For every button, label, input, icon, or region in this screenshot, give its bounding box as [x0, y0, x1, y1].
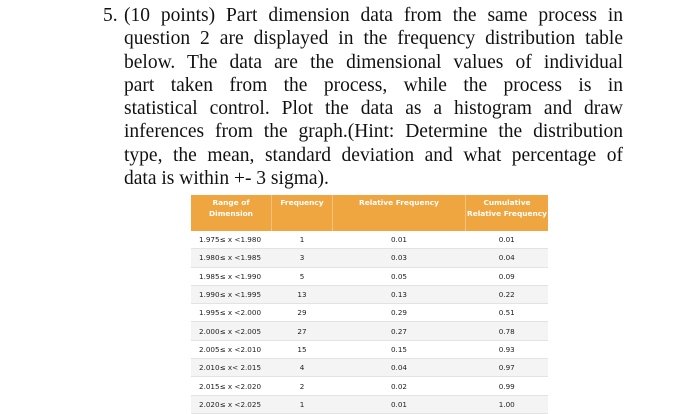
cumulative-frequency-cell: 1.00 — [466, 395, 549, 413]
range-cell: 1.980≤ x <1.985 — [191, 249, 272, 267]
frequency-cell: 4 — [272, 359, 333, 377]
frequency-cell: 1 — [272, 231, 333, 249]
relative-frequency-cell: 0.01 — [333, 231, 466, 249]
header-relative-frequency: Relative Frequency — [333, 195, 466, 231]
cumulative-frequency-cell: 0.93 — [466, 340, 549, 358]
problem-line: below. The data are the dimensional values of individual — [124, 51, 623, 73]
relative-frequency-cell: 0.01 — [333, 395, 466, 413]
range-cell: 2.015≤ x <2.020 — [191, 377, 272, 395]
cumulative-frequency-cell: 0.22 — [466, 285, 549, 303]
table-row — [191, 249, 548, 267]
frequency-cell: 29 — [272, 304, 333, 322]
problem-line-text: (10 points) Part dimension data from the same process in — [124, 5, 623, 26]
cumulative-frequency-cell: 0.09 — [466, 267, 549, 285]
problem-line: inferences from the graph.(Hint: Determine the distribution — [124, 121, 623, 143]
range-cell: 1.995≤ x <2.000 — [191, 304, 272, 322]
table-row — [191, 377, 548, 395]
table-row — [191, 340, 548, 358]
problem-line: part taken from the process, while the process is in — [124, 74, 623, 96]
frequency-cell: 13 — [272, 285, 333, 303]
relative-frequency-cell: 0.27 — [333, 322, 466, 340]
frequency-cell: 3 — [272, 249, 333, 267]
table-header-row — [191, 195, 548, 231]
relative-frequency-cell: 0.02 — [333, 377, 466, 395]
problem-line: question 2 are displayed in the frequency distribution table — [124, 28, 623, 50]
range-cell: 2.010≤ x< 2.015 — [191, 359, 272, 377]
frequency-cell: 15 — [272, 340, 333, 358]
range-cell: 1.975≤ x <1.980 — [191, 231, 272, 249]
table-row — [191, 304, 548, 322]
cumulative-frequency-cell: 0.51 — [466, 304, 549, 322]
frequency-cell: 27 — [272, 322, 333, 340]
cumulative-frequency-cell: 0.01 — [466, 231, 549, 249]
header-cumulative-frequency: Cumulative Relative Frequency — [466, 195, 549, 231]
relative-frequency-cell: 0.05 — [333, 267, 466, 285]
range-cell: 2.005≤ x <2.010 — [191, 340, 272, 358]
cumulative-frequency-cell: 0.99 — [466, 377, 549, 395]
table-row — [191, 231, 548, 249]
problem-line: data is within +- 3 sigma). — [124, 168, 329, 190]
range-cell: 1.985≤ x <1.990 — [191, 267, 272, 285]
relative-frequency-cell: 0.13 — [333, 285, 466, 303]
relative-frequency-cell: 0.15 — [333, 340, 466, 358]
cumulative-frequency-cell: 0.78 — [466, 322, 549, 340]
cumulative-frequency-cell: 0.97 — [466, 359, 549, 377]
table-row — [191, 285, 548, 303]
range-cell: 2.000≤ x <2.005 — [191, 322, 272, 340]
problem-line — [103, 4, 623, 27]
range-cell: 1.990≤ x <1.995 — [191, 285, 272, 303]
table-row — [191, 359, 548, 377]
frequency-cell: 5 — [272, 267, 333, 285]
header-frequency: Frequency — [272, 195, 333, 231]
cumulative-frequency-cell: 0.04 — [466, 249, 549, 267]
problem-line: type, the mean, standard deviation and what percentage of — [124, 144, 623, 166]
problem-statement — [103, 4, 623, 190]
frequency-distribution-table — [191, 195, 548, 414]
range-cell: 2.020≤ x <2.025 — [191, 395, 272, 413]
problem-line: statistical control. Plot the data as a histogram and draw — [124, 98, 623, 120]
header-range: Range of Dimension — [191, 195, 272, 231]
table-body — [191, 231, 548, 413]
relative-frequency-cell: 0.03 — [333, 249, 466, 267]
table-row — [191, 395, 548, 413]
frequency-cell: 2 — [272, 377, 333, 395]
relative-frequency-cell: 0.04 — [333, 359, 466, 377]
relative-frequency-cell: 0.29 — [333, 304, 466, 322]
problem-number: 5. — [103, 5, 118, 26]
table-row — [191, 267, 548, 285]
table-row — [191, 322, 548, 340]
frequency-cell: 1 — [272, 395, 333, 413]
